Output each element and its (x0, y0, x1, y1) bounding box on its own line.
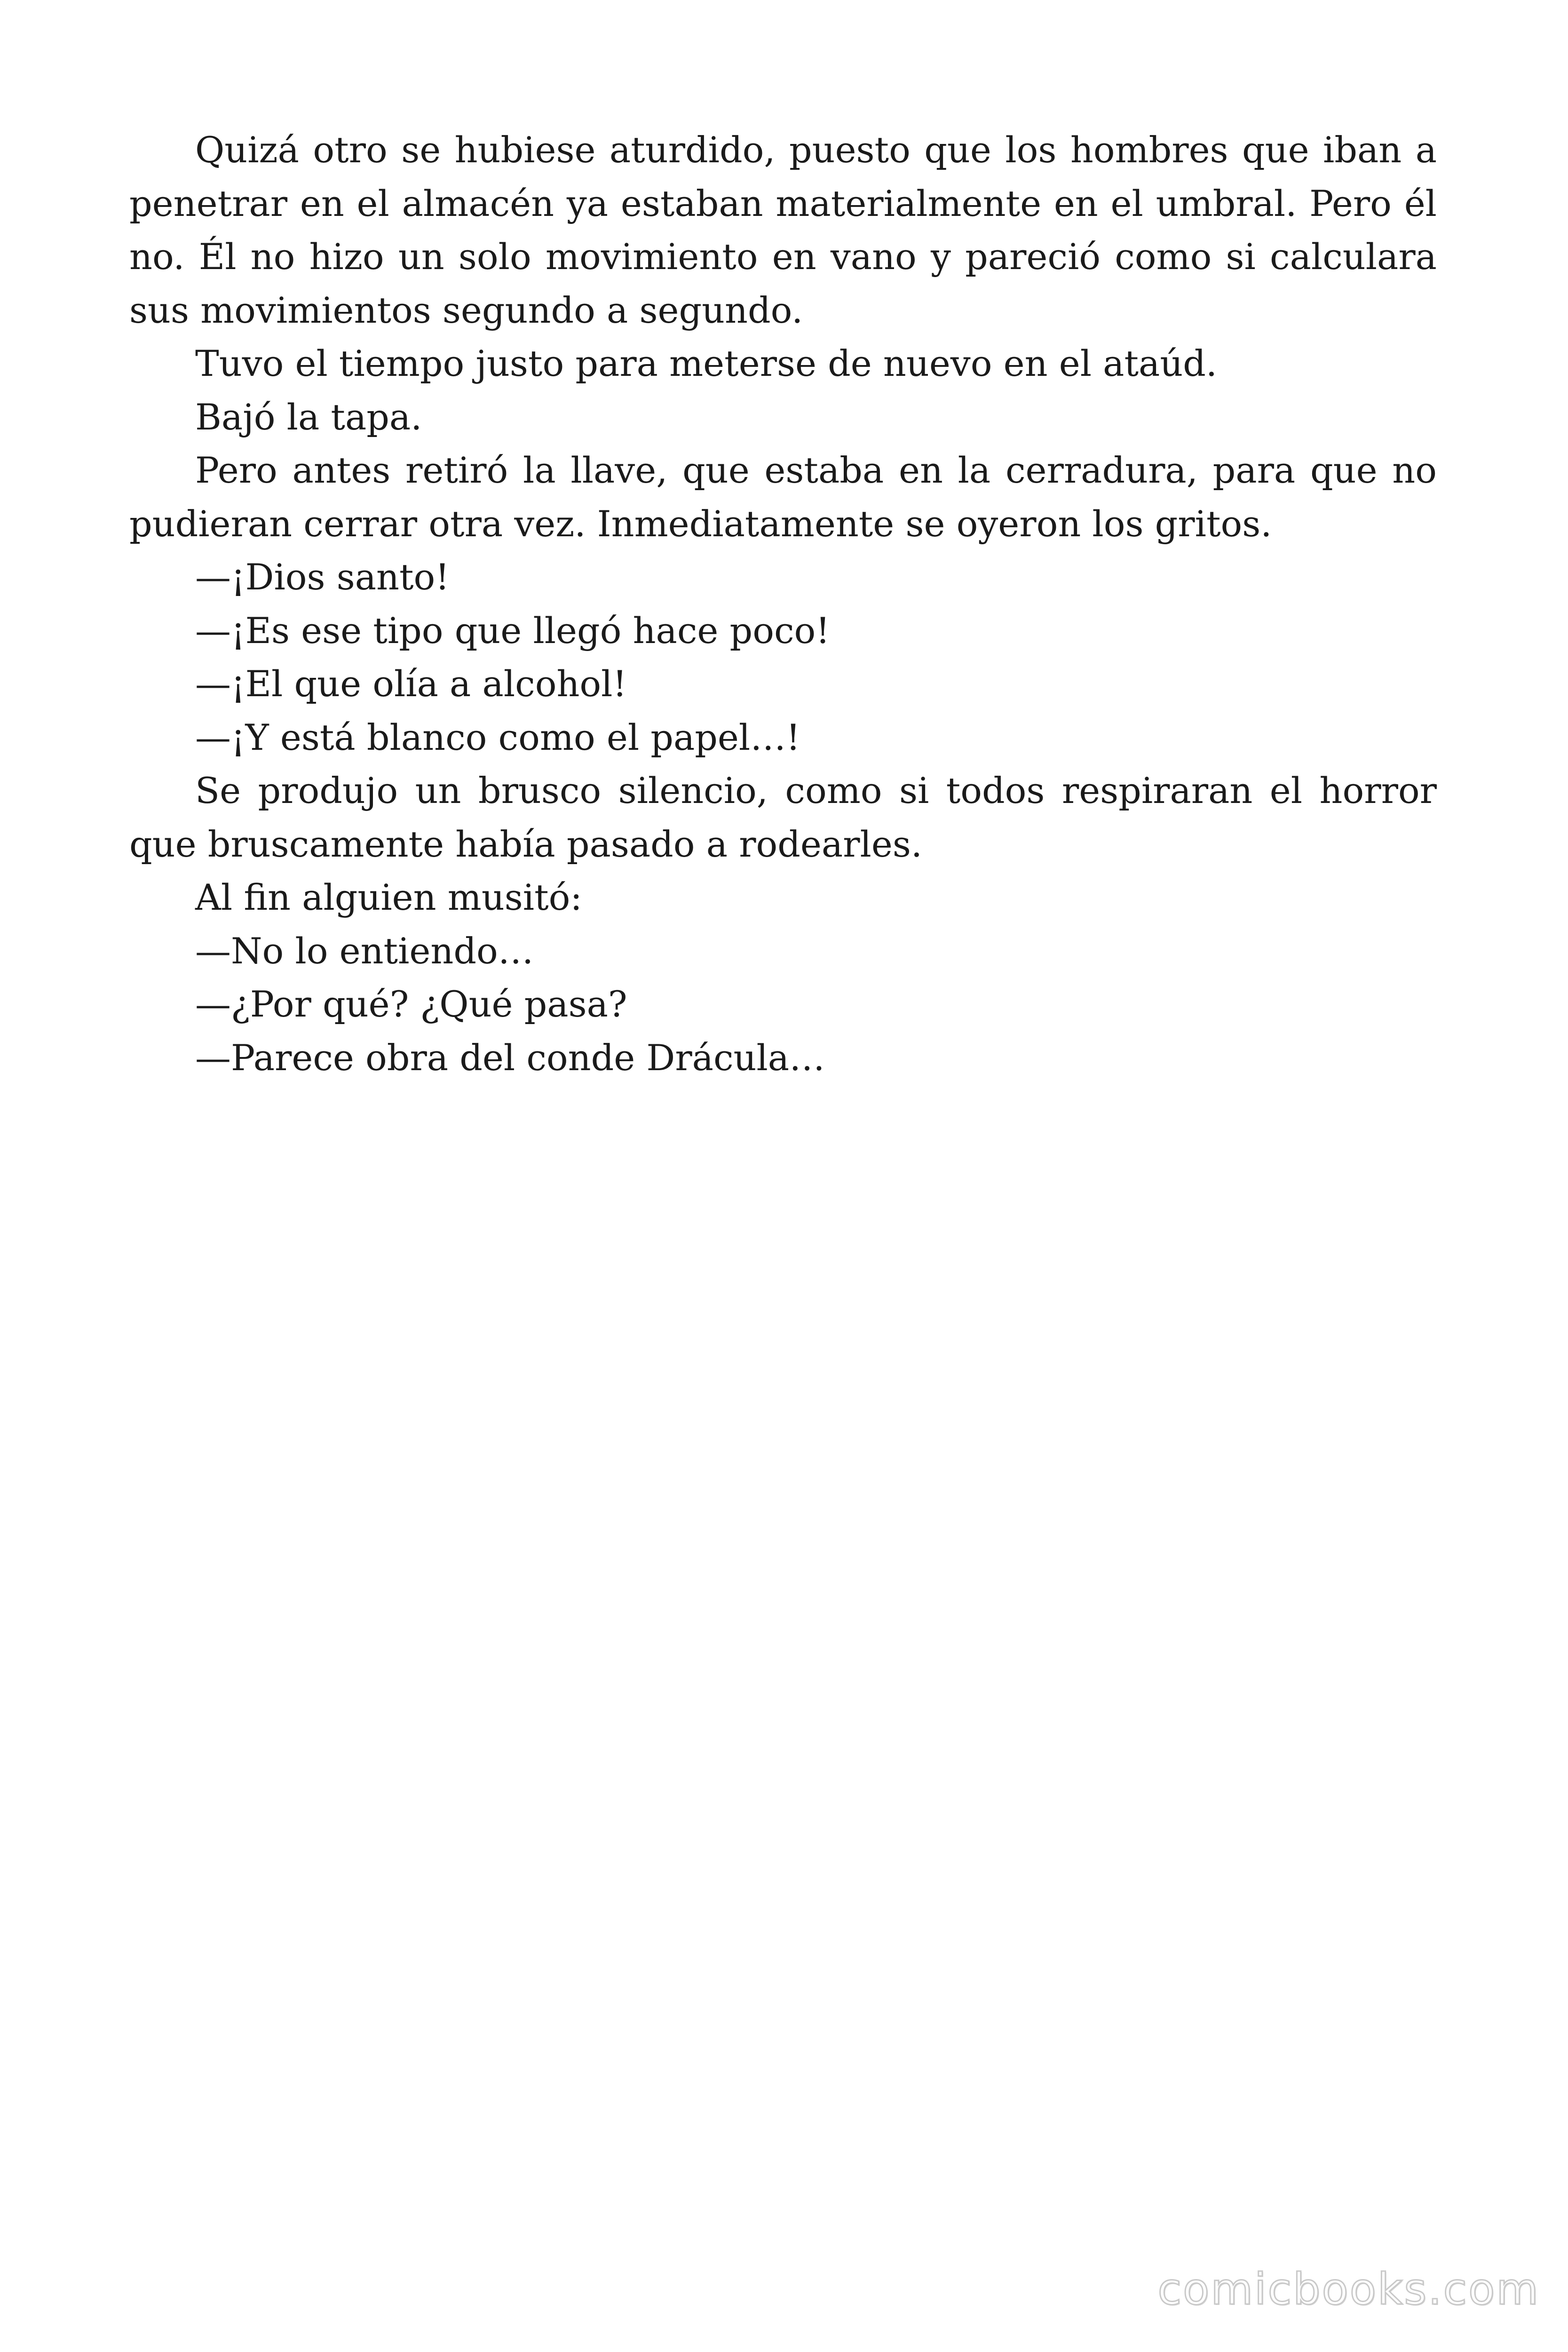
dialogue-line: —Parece obra del conde Drácula… (195, 1036, 825, 1079)
dialogue-line: —¡El que olía a alcohol! (195, 663, 627, 705)
dialogue-line: —¡Es ese tipo que llegó hace poco! (195, 609, 830, 652)
paragraph: Quizá otro se hubiese aturdido, puesto que los hombres que iban a penetrar en el almacén ya estaban materialmente en el umbral. Pero él no. Él no hizo un solo movimiento en vano y pareció como si calculara sus movimientos segundo a segundo. (129, 129, 1437, 331)
watermark: comicbooks.com (1157, 2264, 1540, 2314)
paragraph: Se produjo un brusco silencio, como si todos respiraran el horror que bruscamente había pasado a rodearles. (129, 770, 1437, 865)
page-body-text (129, 123, 1437, 1084)
paragraph: Al fin alguien musitó: (195, 876, 582, 918)
dialogue-line: —¡Dios santo! (195, 556, 450, 598)
paragraph: Pero antes retiró la llave, que estaba en la cerradura, para que no pudieran cerrar otra vez. Inmediatamente se oyeron los gritos. (129, 449, 1437, 545)
dialogue-line: —¡Y está blanco como el papel…! (195, 716, 800, 758)
paragraph: Bajó la tapa. (195, 396, 422, 438)
dialogue-line: —No lo entiendo… (195, 930, 534, 972)
dialogue-line: —¿Por qué? ¿Qué pasa? (195, 983, 627, 1025)
paragraph: Tuvo el tiempo justo para meterse de nuevo en el ataúd. (195, 342, 1218, 384)
